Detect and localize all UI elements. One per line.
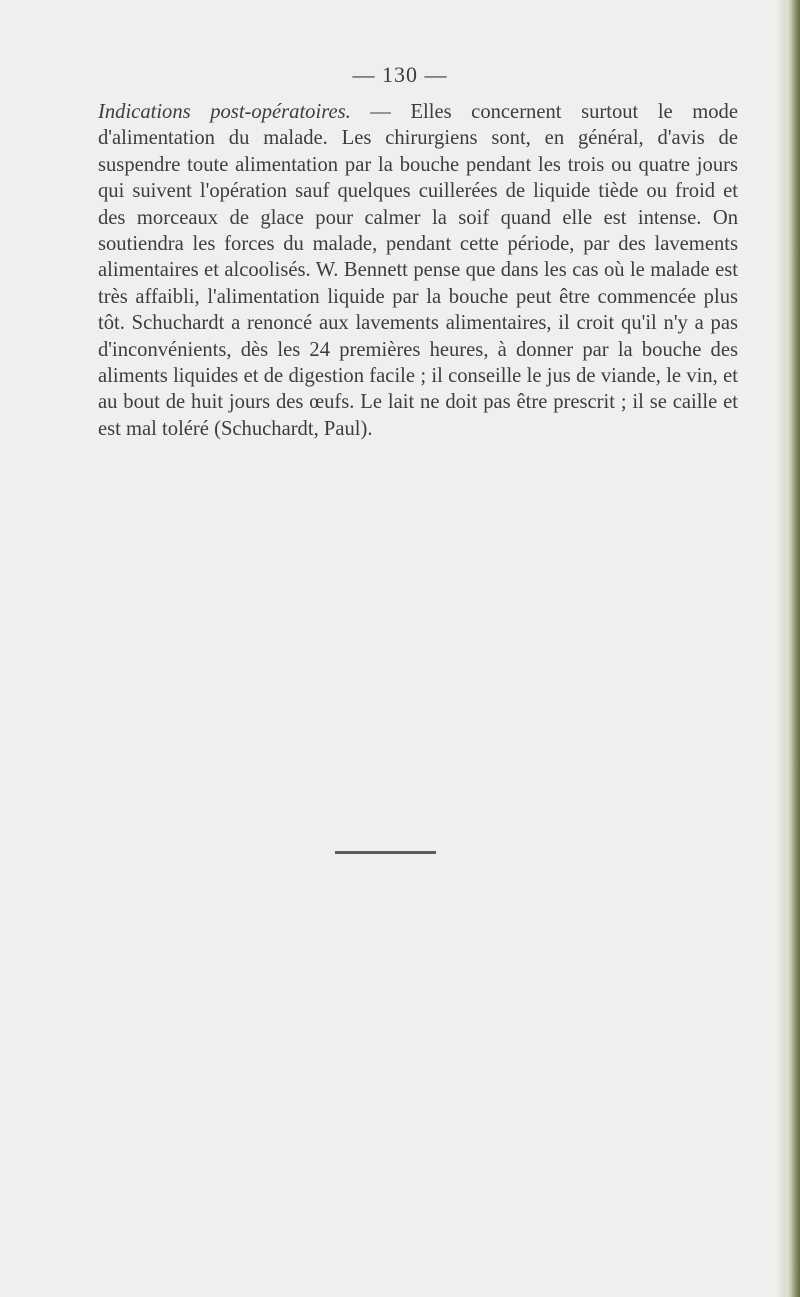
page-binding-edge (786, 0, 800, 1297)
paragraph-body: Elles concernent surtout le mode d'alimentation du malade. Les chirurgiens sont, en général, d'avis de suspendre toute alimentation par la bouche pendant les trois ou quatre jours qui suivent l'opération sauf quelques cuillerées de liquide tiède ou froid et des morceaux de glace pour calmer la soif quand elle est intense. On soutiendra les forces du malade, pendant cette période, par des lavements alimentaires et alcoolisés. W. Bennett pense que dans les cas où le malade est très affaibli, l'alimentation liquide par la bouche peut être commencée plus tôt. Schuchardt a renoncé aux lavements alimentaires, il croit qu'il n'y a pas d'inconvénients, dès les 24 premières heures, à donner par la bouche des aliments liquides et de digestion facile ; il conseille le jus de viande, le vin, et au bout de huit jours des œufs. Le lait ne doit pas être prescrit ; il se caille et est mal toléré (Schuchardt, Paul). (98, 101, 738, 440)
paragraph-heading: Indications post-opératoires. (98, 101, 351, 123)
heading-dash: — (350, 101, 411, 123)
binding-shadow (776, 0, 786, 1297)
page-number: — 130 — (352, 62, 448, 87)
body-paragraph (98, 99, 738, 442)
section-end-rule (335, 851, 436, 854)
